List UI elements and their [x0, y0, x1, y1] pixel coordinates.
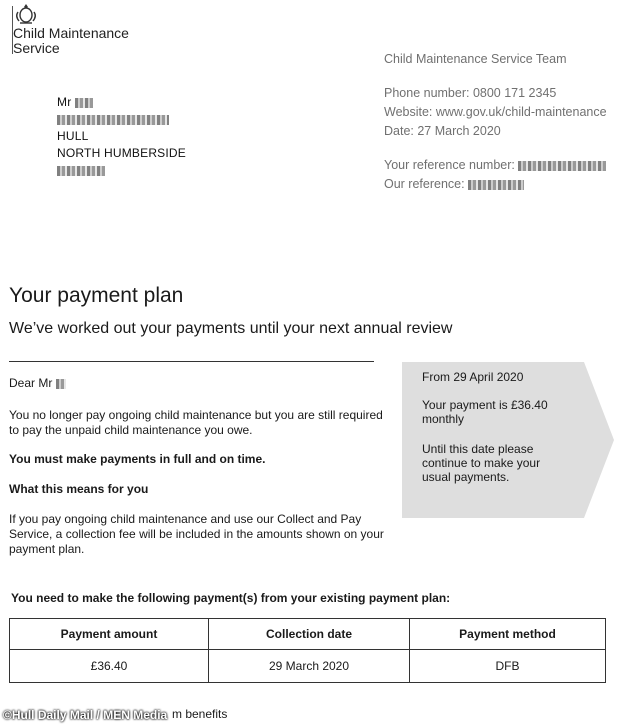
royal-crest-icon	[14, 3, 38, 25]
payment-table	[9, 618, 606, 683]
redacted-our-reference	[468, 180, 524, 190]
letter-date: Date: 27 March 2020	[384, 124, 501, 138]
cell-payment-amount: £36.40	[10, 650, 209, 683]
org-name	[13, 26, 153, 56]
address-name-prefix: Mr	[57, 95, 72, 109]
letter-body	[9, 376, 394, 557]
table-header-row	[10, 619, 606, 650]
recipient-address	[57, 94, 186, 179]
image-credit-watermark: ©Hull Daily Mail / MEN Media	[3, 708, 168, 722]
redacted-salutation-name	[56, 379, 66, 389]
footer-partial-text: m benefits	[172, 707, 228, 721]
contact-block	[384, 50, 607, 194]
summary-from-date: From 29 April 2020	[422, 370, 524, 384]
redacted-postcode	[57, 166, 105, 176]
salutation: Dear Mr	[9, 376, 53, 390]
para-pay-in-full: You must make payments in full and on time.	[9, 452, 266, 466]
address-city: HULL	[57, 129, 89, 143]
phone-number: Phone number: 0800 171 2345	[384, 86, 557, 100]
table-row	[10, 650, 606, 683]
team-title: Child Maintenance Service Team	[384, 52, 567, 66]
org-name-line2: Service	[13, 40, 60, 56]
address-county: NORTH HUMBERSIDE	[57, 146, 186, 160]
summary-until-note: Until this date please continue to make your usual payments.	[422, 442, 541, 484]
payment-summary	[422, 370, 592, 484]
cell-collection-date: 29 March 2020	[209, 650, 410, 683]
col-collection-date: Collection date	[209, 619, 410, 650]
website: Website: www.gov.uk/child-maintenance	[384, 105, 607, 119]
para-collection-fee: If you pay ongoing child maintenance and use our Collect and Pay Service, a collection fee will be included in the amounts shown on your payment plan.	[9, 512, 384, 556]
page-subtitle: We’ve worked out your payments until your next annual review	[9, 320, 453, 337]
redacted-name	[75, 98, 93, 108]
col-payment-amount: Payment amount	[10, 619, 209, 650]
your-reference-label: Your reference number:	[384, 158, 515, 172]
payment-instruction: You need to make the following payment(s) from your existing payment plan:	[11, 591, 451, 605]
org-name-line1: Child Maintenance	[13, 25, 129, 41]
cell-payment-method: DFB	[410, 650, 606, 683]
col-payment-method: Payment method	[410, 619, 606, 650]
redacted-street	[57, 115, 169, 125]
page-title: Your payment plan	[9, 284, 184, 307]
summary-payment-amount: Your payment is £36.40 monthly	[422, 398, 548, 426]
redacted-your-reference	[518, 161, 606, 171]
section-divider	[9, 361, 374, 362]
para-what-this-means: What this means for you	[9, 482, 149, 496]
para-no-longer-pay: You no longer pay ongoing child maintenance but you are still required to pay the unpaid child maintenance you owe.	[9, 408, 383, 437]
our-reference-label: Our reference:	[384, 177, 465, 191]
